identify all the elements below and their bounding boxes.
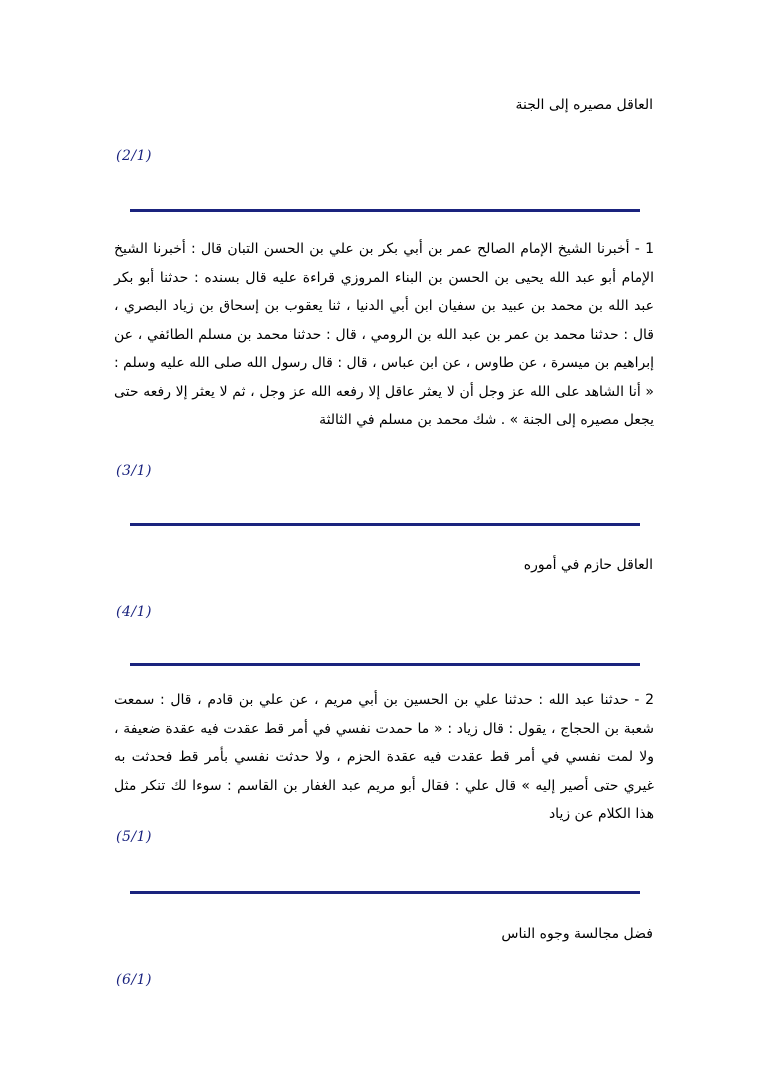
section-heading-3: فضل مجالسة وجوه الناس xyxy=(501,926,653,942)
separator-rule-1 xyxy=(130,209,640,212)
page-reference-4: (5/1) xyxy=(116,829,152,845)
hadith-paragraph-1: 1 - أخبرنا الشيخ الإمام الصالح عمر بن أبي بكر بن علي بن الحسن التبان قال : أخبرنا الشيخ الإمام أبو عبد الله يحيى بن الحسن بن البناء المروزي قراءة عليه قال بسنده : حدثنا أبو بكر عبد الله بن محمد بن عبيد بن سفيان ابن أبي الدنيا ، ثنا يعقوب بن إسحاق بن زياد البصري ، قال : حدثنا محمد بن عمر بن عبد الله بن الرومي ، قال : حدثنا محمد بن مسلم الطائفي ، عن إبراهيم بن ميسرة ، عن طاوس ، عن ابن عباس ، قال : قال رسول الله صلى الله عليه وسلم : « أنا الشاهد على الله عز وجل أن لا يعثر عاقل إلا رفعه الله عز وجل ، ثم لا يعثر إلا رفعه حتى يجعل مصيره إلى الجنة » . شك محمد بن مسلم في الثالثة xyxy=(114,241,654,428)
page-reference-5: (6/1) xyxy=(116,972,152,988)
separator-rule-2 xyxy=(130,523,640,526)
page-reference-3: (4/1) xyxy=(116,604,152,620)
section-heading-1: العاقل مصيره إلى الجنة xyxy=(515,97,653,113)
page-reference-1: (2/1) xyxy=(116,148,152,164)
separator-rule-3 xyxy=(130,663,640,666)
section-heading-2: العاقل حازم في أموره xyxy=(523,557,653,573)
page-reference-2: (3/1) xyxy=(116,463,152,479)
separator-rule-4 xyxy=(130,891,640,894)
hadith-paragraph-2: 2 - حدثنا عبد الله : حدثنا علي بن الحسين بن أبي مريم ، عن علي بن قادم ، قال : سمعت شعبة بن الحجاج ، يقول : قال زياد : « ما حمدت نفسي في أمر قط عقدت فيه عقدة ضعيفة ، ولا لمت نفسي في أمر قط عقدت فيه عقدة الحزم ، ولا حدثت نفسي بأمر قط فحدثت به غيري حتى أصير إليه » قال علي : فقال أبو مريم عبد الغفار بن القاسم : سوءا لك تنكر مثل هذا الكلام عن زياد xyxy=(114,692,654,822)
